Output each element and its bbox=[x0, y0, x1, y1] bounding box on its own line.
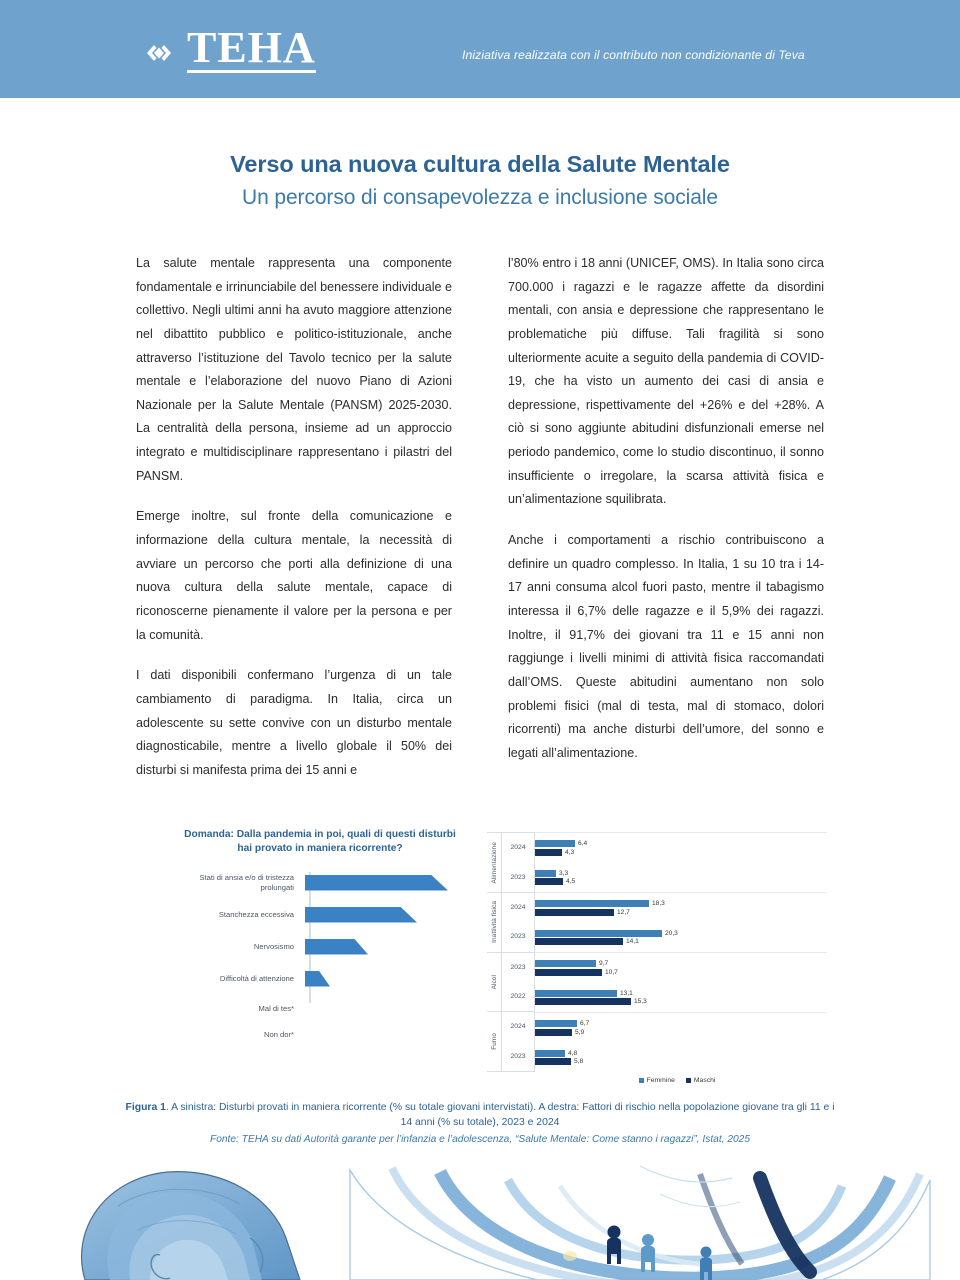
bar-value: 18,3 bbox=[652, 900, 665, 907]
bar-value: 3,3 bbox=[559, 869, 569, 877]
axis-group bbox=[487, 893, 534, 953]
bar-maschi bbox=[535, 878, 563, 885]
funnel-bar-slot bbox=[304, 936, 470, 958]
funnel-row bbox=[170, 968, 470, 990]
bar-year-block bbox=[535, 893, 827, 923]
bar-maschi bbox=[535, 1029, 572, 1036]
bar-value: 10,7 bbox=[605, 968, 618, 976]
axis-year-label: 2024 bbox=[510, 903, 526, 911]
funnel-bar bbox=[305, 875, 448, 891]
funnel-label: Mal di tes* bbox=[258, 1003, 294, 1013]
paragraph: Emerge inoltre, sul fronte della comunicazione e informazione della cultura mentale, la necessità di avviare un percorso che porti alla definizione di una nuova cultura della salute mentale, capace di riconoscerne pienamente il valore per la persona e per la comunità. bbox=[136, 509, 452, 642]
bar-femmine bbox=[535, 870, 556, 877]
axis-group-name bbox=[487, 1012, 502, 1071]
right-chart-bars bbox=[535, 832, 827, 1072]
axis-group-label: Inattività fisica bbox=[490, 901, 498, 944]
caption-source: Fonte: TEHA su dati Autorità garante per l’infanzia e l’adolescenza, “Salute Mentale: Come stanno i ragazzi”, Istat, 2025 bbox=[209, 1134, 751, 1146]
funnel-bar-slot bbox=[304, 998, 470, 1020]
bar-value: 12,7 bbox=[617, 908, 630, 916]
axis-group-name bbox=[487, 953, 502, 1012]
axis-year-label: 2023 bbox=[510, 873, 526, 881]
bar-year-block bbox=[535, 833, 827, 863]
funnel-bar bbox=[305, 907, 417, 923]
axis-group-label: Alcol bbox=[490, 974, 498, 990]
paragraph: I dati disponibili confermano l’urgenza di un tale cambiamento di paradigma. In Italia, circa un adolescente su sette convive con un disturbo mentale diagnosticabile, mentre a livello globale il 50% dei disturbi si manifesta prima dei 15 anni e bbox=[136, 668, 452, 777]
bar-maschi bbox=[535, 998, 631, 1005]
bar-row bbox=[535, 998, 827, 1005]
bar-maschi bbox=[535, 969, 602, 976]
bar-group bbox=[535, 953, 827, 1013]
bar-value: 6,7 bbox=[580, 1020, 590, 1027]
bar-row bbox=[535, 870, 827, 877]
bar-femmine bbox=[535, 1050, 565, 1057]
bar-maschi bbox=[535, 938, 623, 945]
bar-year-block bbox=[535, 1043, 827, 1073]
legend-swatch-femmine bbox=[639, 1078, 644, 1083]
bar-row bbox=[535, 900, 827, 907]
footer-illustration bbox=[0, 1160, 960, 1280]
bar-year-block bbox=[535, 923, 827, 953]
caption-label: Figura 1 bbox=[125, 1102, 166, 1113]
right-chart-plot bbox=[487, 832, 827, 1072]
legend-swatch-maschi bbox=[686, 1078, 691, 1083]
bar-maschi bbox=[535, 849, 562, 856]
bar-row bbox=[535, 930, 827, 937]
funnel-row bbox=[170, 936, 470, 958]
bar-row bbox=[535, 1058, 827, 1065]
body-columns bbox=[136, 252, 824, 782]
axis-group-label: Fumo bbox=[490, 1033, 498, 1050]
funnel-label: Stanchezza eccessiva bbox=[218, 909, 294, 919]
bar-row bbox=[535, 1050, 827, 1057]
teha-logo bbox=[143, 23, 316, 73]
funnel-label: Difficoltà di attenzione bbox=[219, 973, 294, 983]
page-header bbox=[0, 0, 960, 98]
paragraph: La salute mentale rappresenta una componente fondamentale e irrinunciabile del benessere individuale e collettivo. Negli ultimi anni ha avuto maggiore attenzione nel dibattito pubblico e politico-istituzionale, anche attraverso l’istituzione del Tavolo tecnico per la salute mentale e l’elaborazione del nuovo Piano di Azioni Nazionale per la Salute Mentale (PANSM) 2025-2030. La centralità della persona, insieme ad un approccio integrato e multidisciplinare rappresentano i pilastri del PANSM. bbox=[136, 256, 452, 483]
teha-knot-icon bbox=[143, 33, 183, 73]
bar-row bbox=[535, 840, 827, 847]
right-grouped-chart bbox=[487, 832, 827, 1090]
bar-year-block bbox=[535, 983, 827, 1013]
bar-row bbox=[535, 909, 827, 916]
axis-group bbox=[487, 832, 534, 893]
bar-row bbox=[535, 849, 827, 856]
paragraph: l’80% entro i 18 anni (UNICEF, OMS). In Italia sono circa 700.000 i ragazzi e le ragazze affette da disordini mentali, con ansia e depressione che rappresentano le problematiche più diffuse. Tali fragilità si sono ulteriormente acuite a seguito della pandemia di COVID-19, che ha visto un aumento dei casi di ansia e depressione, rispettivamente del +26% e del +28%. A ciò si sono aggiunte abitudini disfunzionali emerse nel periodo pandemico, come lo studio discontinuo, il sonno insufficiente o irregolare, la scarsa attività fisica e un’alimentazione squilibrata. bbox=[508, 256, 824, 507]
axis-year-label: 2023 bbox=[510, 1052, 526, 1060]
paragraph: Anche i comportamenti a rischio contribuiscono a definire un quadro complesso. In Italia, 1 su 10 tra i 14-17 anni consuma alcol fuori pasto, mentre il tabagismo interessa il 6,7% delle ragazze e il 5,9% dei ragazzi. Inoltre, il 91,7% dei giovani tra 11 e 15 anni non raggiunge i livelli minimi di attività fisica raccomandati dall’OMS. Queste abitudini aumentano non solo problemi fisici (mal di testa, mal di stomaco, dolori ricorrenti) ma anche disturbi dell’umore, del sonno e legati all’alimentazione. bbox=[508, 533, 824, 760]
bar-row bbox=[535, 878, 827, 885]
bar-group bbox=[535, 832, 827, 893]
bar-value: 5,9 bbox=[575, 1028, 585, 1036]
axis-year-label: 2023 bbox=[510, 963, 526, 971]
teha-logo-text: TEHA bbox=[187, 23, 316, 72]
bar-value: 5,8 bbox=[574, 1058, 584, 1065]
bar-value: 9,7 bbox=[599, 960, 609, 967]
bar-value: 15,3 bbox=[634, 998, 647, 1005]
bar-value: 13,1 bbox=[620, 989, 633, 997]
axis-year-label: 2024 bbox=[510, 1023, 526, 1031]
funnel-bar-slot bbox=[304, 904, 470, 926]
bar-group bbox=[535, 1013, 827, 1072]
funnel-row bbox=[170, 872, 470, 894]
bar-femmine bbox=[535, 840, 575, 847]
left-chart-plot bbox=[170, 872, 470, 1039]
left-column bbox=[136, 252, 452, 782]
funnel-bar bbox=[305, 971, 330, 987]
funnel-label: Non dor* bbox=[264, 1029, 294, 1039]
caption-text bbox=[120, 1100, 840, 1130]
axis-group bbox=[487, 953, 534, 1013]
bar-value: 6,4 bbox=[578, 840, 588, 847]
page-title: Verso una nuova cultura della Salute Mentale bbox=[230, 151, 730, 177]
page-subtitle: Un percorso di consapevolezza e inclusione sociale bbox=[242, 186, 718, 210]
axis-group-name bbox=[487, 833, 502, 892]
right-column bbox=[508, 252, 824, 782]
axis-year-label: 2024 bbox=[510, 844, 526, 852]
bar-femmine bbox=[535, 900, 649, 907]
right-chart-legend bbox=[487, 1077, 827, 1084]
figure-caption bbox=[120, 1100, 840, 1147]
figure-1 bbox=[0, 828, 960, 1096]
funnel-row bbox=[170, 904, 470, 926]
funnel-bar-slot bbox=[304, 1024, 470, 1046]
left-chart-title: Domanda: Dalla pandemia in poi, quali di questi disturbi hai provato in maniera ricorrente? bbox=[184, 829, 456, 854]
bar-row bbox=[535, 990, 827, 997]
bar-value: 4,3 bbox=[565, 848, 575, 856]
left-funnel-chart bbox=[170, 828, 470, 1043]
bar-femmine bbox=[535, 930, 662, 937]
funnel-row bbox=[170, 1024, 470, 1046]
axis-group-label: Alimentazione bbox=[490, 841, 498, 884]
bar-maschi bbox=[535, 1058, 571, 1065]
caption-body: . A sinistra: Disturbi provati in maniera ricorrente (% su totale giovani intervistati). A destra: Fattori di rischio nella popolazione giovane tra gli 11 e i 14 anni (% su totale), 2023 e 2024 bbox=[165, 1102, 835, 1129]
funnel-row bbox=[170, 998, 470, 1020]
bar-maschi bbox=[535, 909, 614, 916]
title-block bbox=[0, 150, 960, 210]
legend-label: Femmine bbox=[646, 1077, 675, 1084]
bar-row bbox=[535, 938, 827, 945]
axis-group-name bbox=[487, 893, 502, 952]
bar-value: 4,5 bbox=[566, 878, 576, 885]
bar-row bbox=[535, 1020, 827, 1027]
axis-year-label: 2023 bbox=[510, 933, 526, 941]
bar-row bbox=[535, 1029, 827, 1036]
legend-item-maschi bbox=[686, 1077, 716, 1084]
legend-label: Maschi bbox=[693, 1077, 716, 1084]
funnel-label: Stati di ansia e/o di tristezza prolungati bbox=[199, 872, 294, 892]
bar-year-block bbox=[535, 953, 827, 983]
header-tagline: Iniziativa realizzata con il contributo non condizionante di Teva bbox=[462, 48, 805, 62]
bar-row bbox=[535, 969, 827, 976]
bar-value: 14,1 bbox=[626, 938, 639, 945]
bar-row bbox=[535, 960, 827, 967]
bar-value: 4,8 bbox=[568, 1049, 578, 1057]
funnel-bar-slot bbox=[304, 872, 470, 894]
funnel-bar-slot bbox=[304, 968, 470, 990]
bar-year-block bbox=[535, 1013, 827, 1043]
bar-femmine bbox=[535, 1020, 577, 1027]
axis-year-label: 2022 bbox=[510, 993, 526, 1001]
funnel-bar bbox=[305, 939, 368, 955]
bar-group bbox=[535, 893, 827, 953]
bar-femmine bbox=[535, 990, 617, 997]
legend-item-femmine bbox=[639, 1077, 675, 1084]
bar-year-block bbox=[535, 863, 827, 893]
funnel-label: Nervosismo bbox=[253, 941, 294, 951]
axis-group bbox=[487, 1012, 534, 1072]
bar-value: 20,3 bbox=[665, 929, 678, 937]
right-chart-category-axis bbox=[487, 832, 535, 1072]
bar-femmine bbox=[535, 960, 596, 967]
